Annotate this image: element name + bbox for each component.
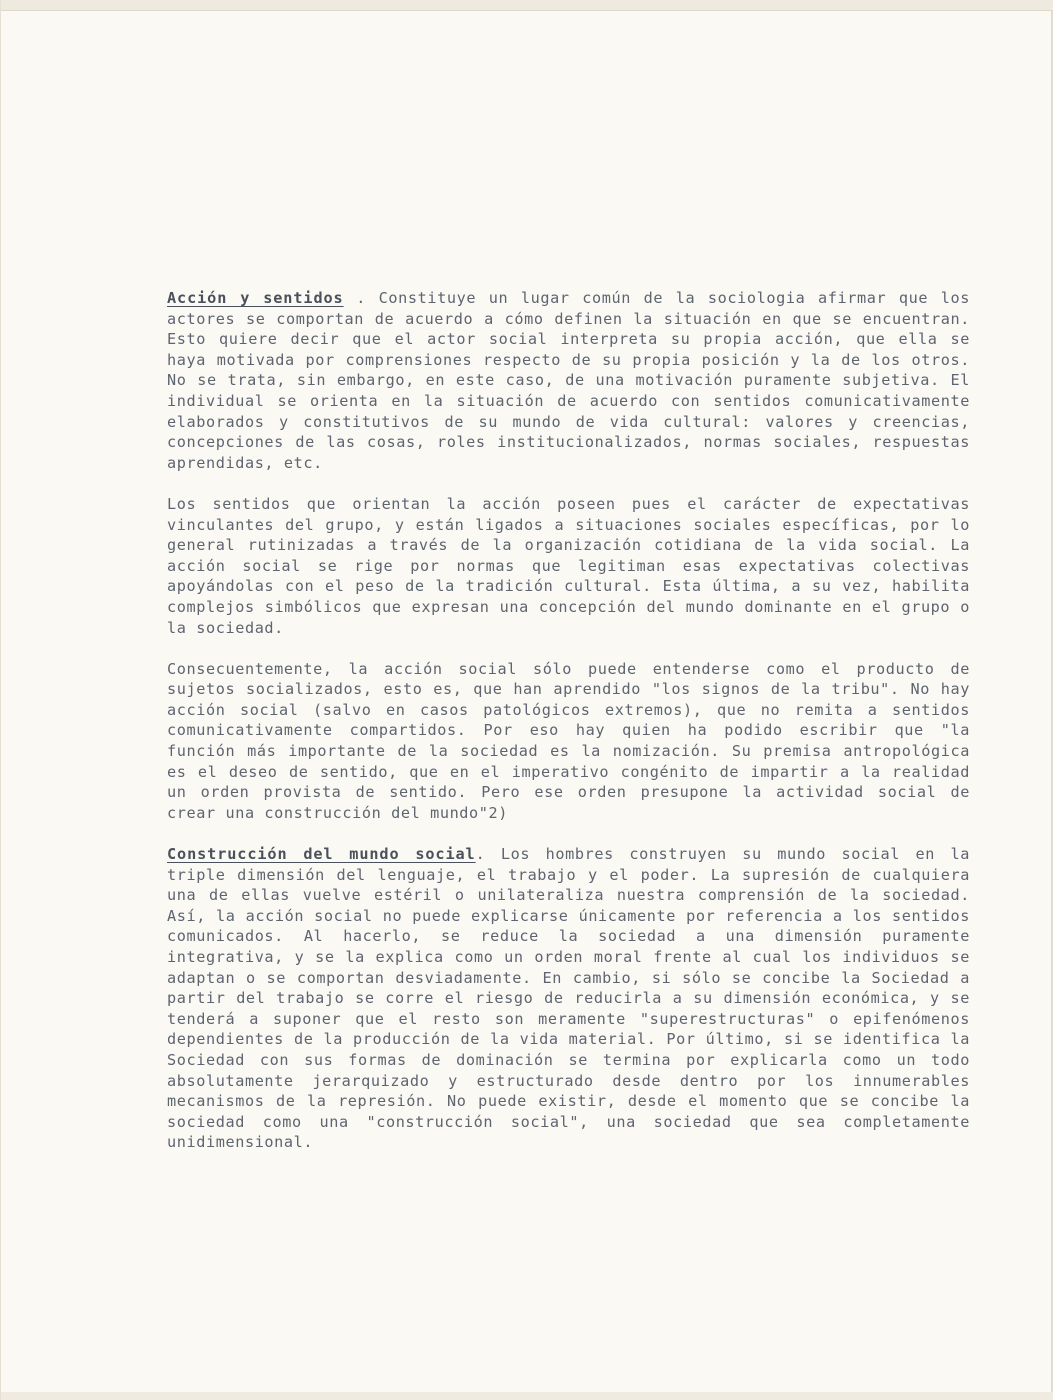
section-heading-construccion-del-mundo-social: Construcción del mundo social	[167, 845, 476, 864]
paragraph-accion-y-sentidos	[167, 288, 970, 473]
section-heading-accion-y-sentidos: Acción y sentidos	[167, 289, 344, 307]
paragraph-text: Los sentidos que orientan la acción poseen pues el carácter de expectativas vinculantes del grupo, y están ligados a situaciones sociales específicas, por lo general rutinizadas a través de la organización cotidiana de la vida social. La acción social se rige por normas que legitiman esas expectativas colectivas apoyándolas con el peso de la tradición cultural. Esta última, a su vez, habilita complejos simbólicos que expresan una concepción del mundo dominante en el grupo o la sociedad.	[167, 494, 970, 637]
document-body	[167, 288, 970, 1153]
paragraph-consecuentemente	[167, 659, 970, 824]
page-bottom-edge	[1, 1392, 1053, 1400]
page-top-edge	[1, 0, 1053, 11]
paragraph-text: . Los hombres construyen su mundo social en la triple dimensión del lenguaje, el trabajo y el poder. La supresión de cualquiera una de ellas vuelve estéril o unilateraliza nuestra comprensión de la sociedad. Así, la acción social no puede explicarse únicamente por referencia a los sentidos comunicados. Al hacerlo, se reduce la sociedad a una dimensión puramente integrativa, y se la explica como un orden moral frente al cual los individuos se adaptan o se comportan desviadamente. En cambio, si sólo se concibe la Sociedad a partir del trabajo se corre el riesgo de reducirla a su dimensión económica, y se tenderá a suponer que el resto son meramente "superestructuras" o epifenómenos dependientes de la producción de la vida material. Por último, si se identifica la Sociedad con sus formas de dominación se termina por explicarla como un todo absolutamente jerarquizado y estructurado desde dentro por los innumerables mecanismos de la represión. No puede existir, desde el momento que se concibe la sociedad como una "construcción social", una sociedad que sea completamente unidimensional.	[167, 845, 970, 1152]
paragraph-construccion-del-mundo-social	[167, 844, 970, 1153]
paragraph-sentidos-expectativas	[167, 494, 970, 638]
paragraph-text: . Constituye un lugar común de la sociologia afirmar que los actores se comportan de acuerdo a cómo definen la situación en que se encuentran. Esto quiere decir que el actor social interpreta su propia acción, que ella se haya motivada por comprensiones respecto de su propia posición y la de los otros. No se trata, sin embargo, en este caso, de una motivación puramente subjetiva. El individual se orienta en la situación de acuerdo con sentidos comunicativamente elaborados y constitutivos de su mundo de vida cultural: valores y creencias, concepciones de las cosas, roles institucionalizados, normas sociales, respuestas aprendidas, etc.	[167, 289, 970, 472]
paragraph-text: Consecuentemente, la acción social sólo puede entenderse como el producto de sujetos socializados, esto es, que han aprendido "los signos de la tribu". No hay acción social (salvo en casos patológicos extremos), que no remita a sentidos comunicativamente compartidos. Por eso hay quien ha podido escribir que "la función más importante de la sociedad es la nomización. Su premisa antropológica es el deseo de sentido, que en el imperativo congénito de impartir a la realidad un orden provista de sentido. Pero ese orden presupone la actividad social de crear una construcción del mundo"2)	[167, 659, 970, 822]
